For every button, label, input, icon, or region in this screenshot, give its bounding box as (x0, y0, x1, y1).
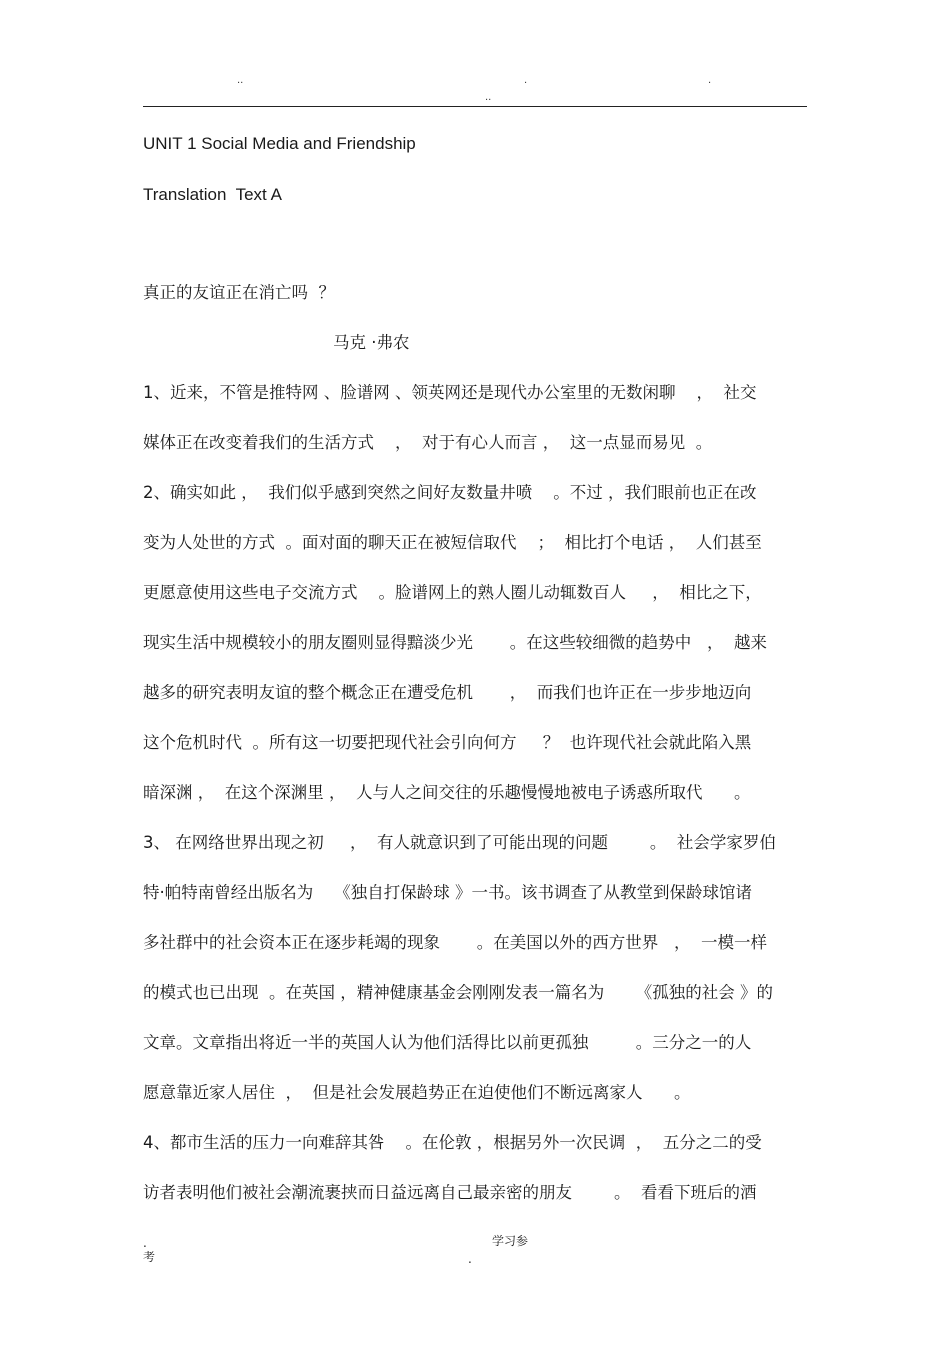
article-author: 马克 ·弗农 (333, 333, 410, 352)
footer-label: 学习参 (492, 1234, 529, 1248)
article-title: 真正的友谊正在消亡吗 ？ (143, 283, 335, 302)
body-line: 越多的研究表明友谊的整个概念正在遭受危机 ， 而我们也许正在一步步地迈向 (143, 683, 752, 702)
header-dots-under: .. (485, 92, 492, 103)
body-line: 4、都市生活的压力一向难辞其咎 。在伦敦 ，根据另外一次民调 ， 五分之二的受 (143, 1133, 762, 1152)
body-line: 访者表明他们被社会潮流裹挟而日益远离自己最亲密的朋友 。 看看下班后的酒 (143, 1183, 757, 1202)
body-line: 媒体正在改变着我们的生活方式 ， 对于有心人而言 ， 这一点显而易见 。 (143, 433, 713, 452)
body-line: 1、近来，不管是推特网 、脸谱网 、领英网还是现代办公室里的无数闲聊 ， 社交 (143, 383, 757, 402)
footer-dot-left: . (143, 1236, 147, 1250)
unit-title: UNIT 1 Social Media and Friendship (143, 134, 416, 153)
header-dot-right: . (708, 75, 712, 86)
body-line: 特·帕特南曾经出版名为 《独自打保龄球 》一书。该书调查了从教堂到保龄球馆诸 (143, 883, 752, 902)
body-line: 愿意靠近家人居住 ， 但是社会发展趋势正在迫使他们不断远离家人 。 (143, 1083, 691, 1102)
body-line: 2、确实如此 ， 我们似乎感到突然之间好友数量井喷 。不过 ，我们眼前也正在改 (143, 483, 757, 502)
footer-label-wrap: 考 (143, 1250, 156, 1264)
body-line: 更愿意使用这些电子交流方式 。脸谱网上的熟人圈儿动辄数百人 ， 相比之下， (143, 583, 762, 602)
body-line: 暗深渊 ， 在这个深渊里 ， 人与人之间交往的乐趣慢慢地被电子诱惑所取代 。 (143, 783, 751, 802)
body-line: 3、 在网络世界出现之初 ， 有人就意识到了可能出现的问题 。 社会学家罗伯 (143, 833, 776, 852)
body-line: 这个危机时代 。所有这一切要把现代社会引向何方 ？ 也许现代社会就此陷入黑 (143, 733, 752, 752)
header-dot-center: . (524, 75, 528, 86)
footer-dot-right: . (468, 1252, 472, 1266)
body-line: 文章。文章指出将近一半的英国人认为他们活得比以前更孤独 。三分之一的人 (143, 1033, 752, 1052)
section-title: Translation Text A (143, 185, 282, 204)
header-dots-left: .. (237, 75, 244, 86)
body-line: 现实生活中规模较小的朋友圈则显得黯淡少光 。在这些较细微的趋势中 ， 越来 (143, 633, 767, 652)
body-line: 变为人处世的方式 。面对面的聊天正在被短信取代 ； 相比打个电话 ， 人们甚至 (143, 533, 762, 552)
header-rule (143, 106, 807, 107)
body-line: 的模式也已出现 。在英国 ，精神健康基金会刚刚发表一篇名为 《孤独的社会 》的 (143, 983, 773, 1002)
body-line: 多社群中的社会资本正在逐步耗竭的现象 。在美国以外的西方世界 ， 一模一样 (143, 933, 767, 952)
